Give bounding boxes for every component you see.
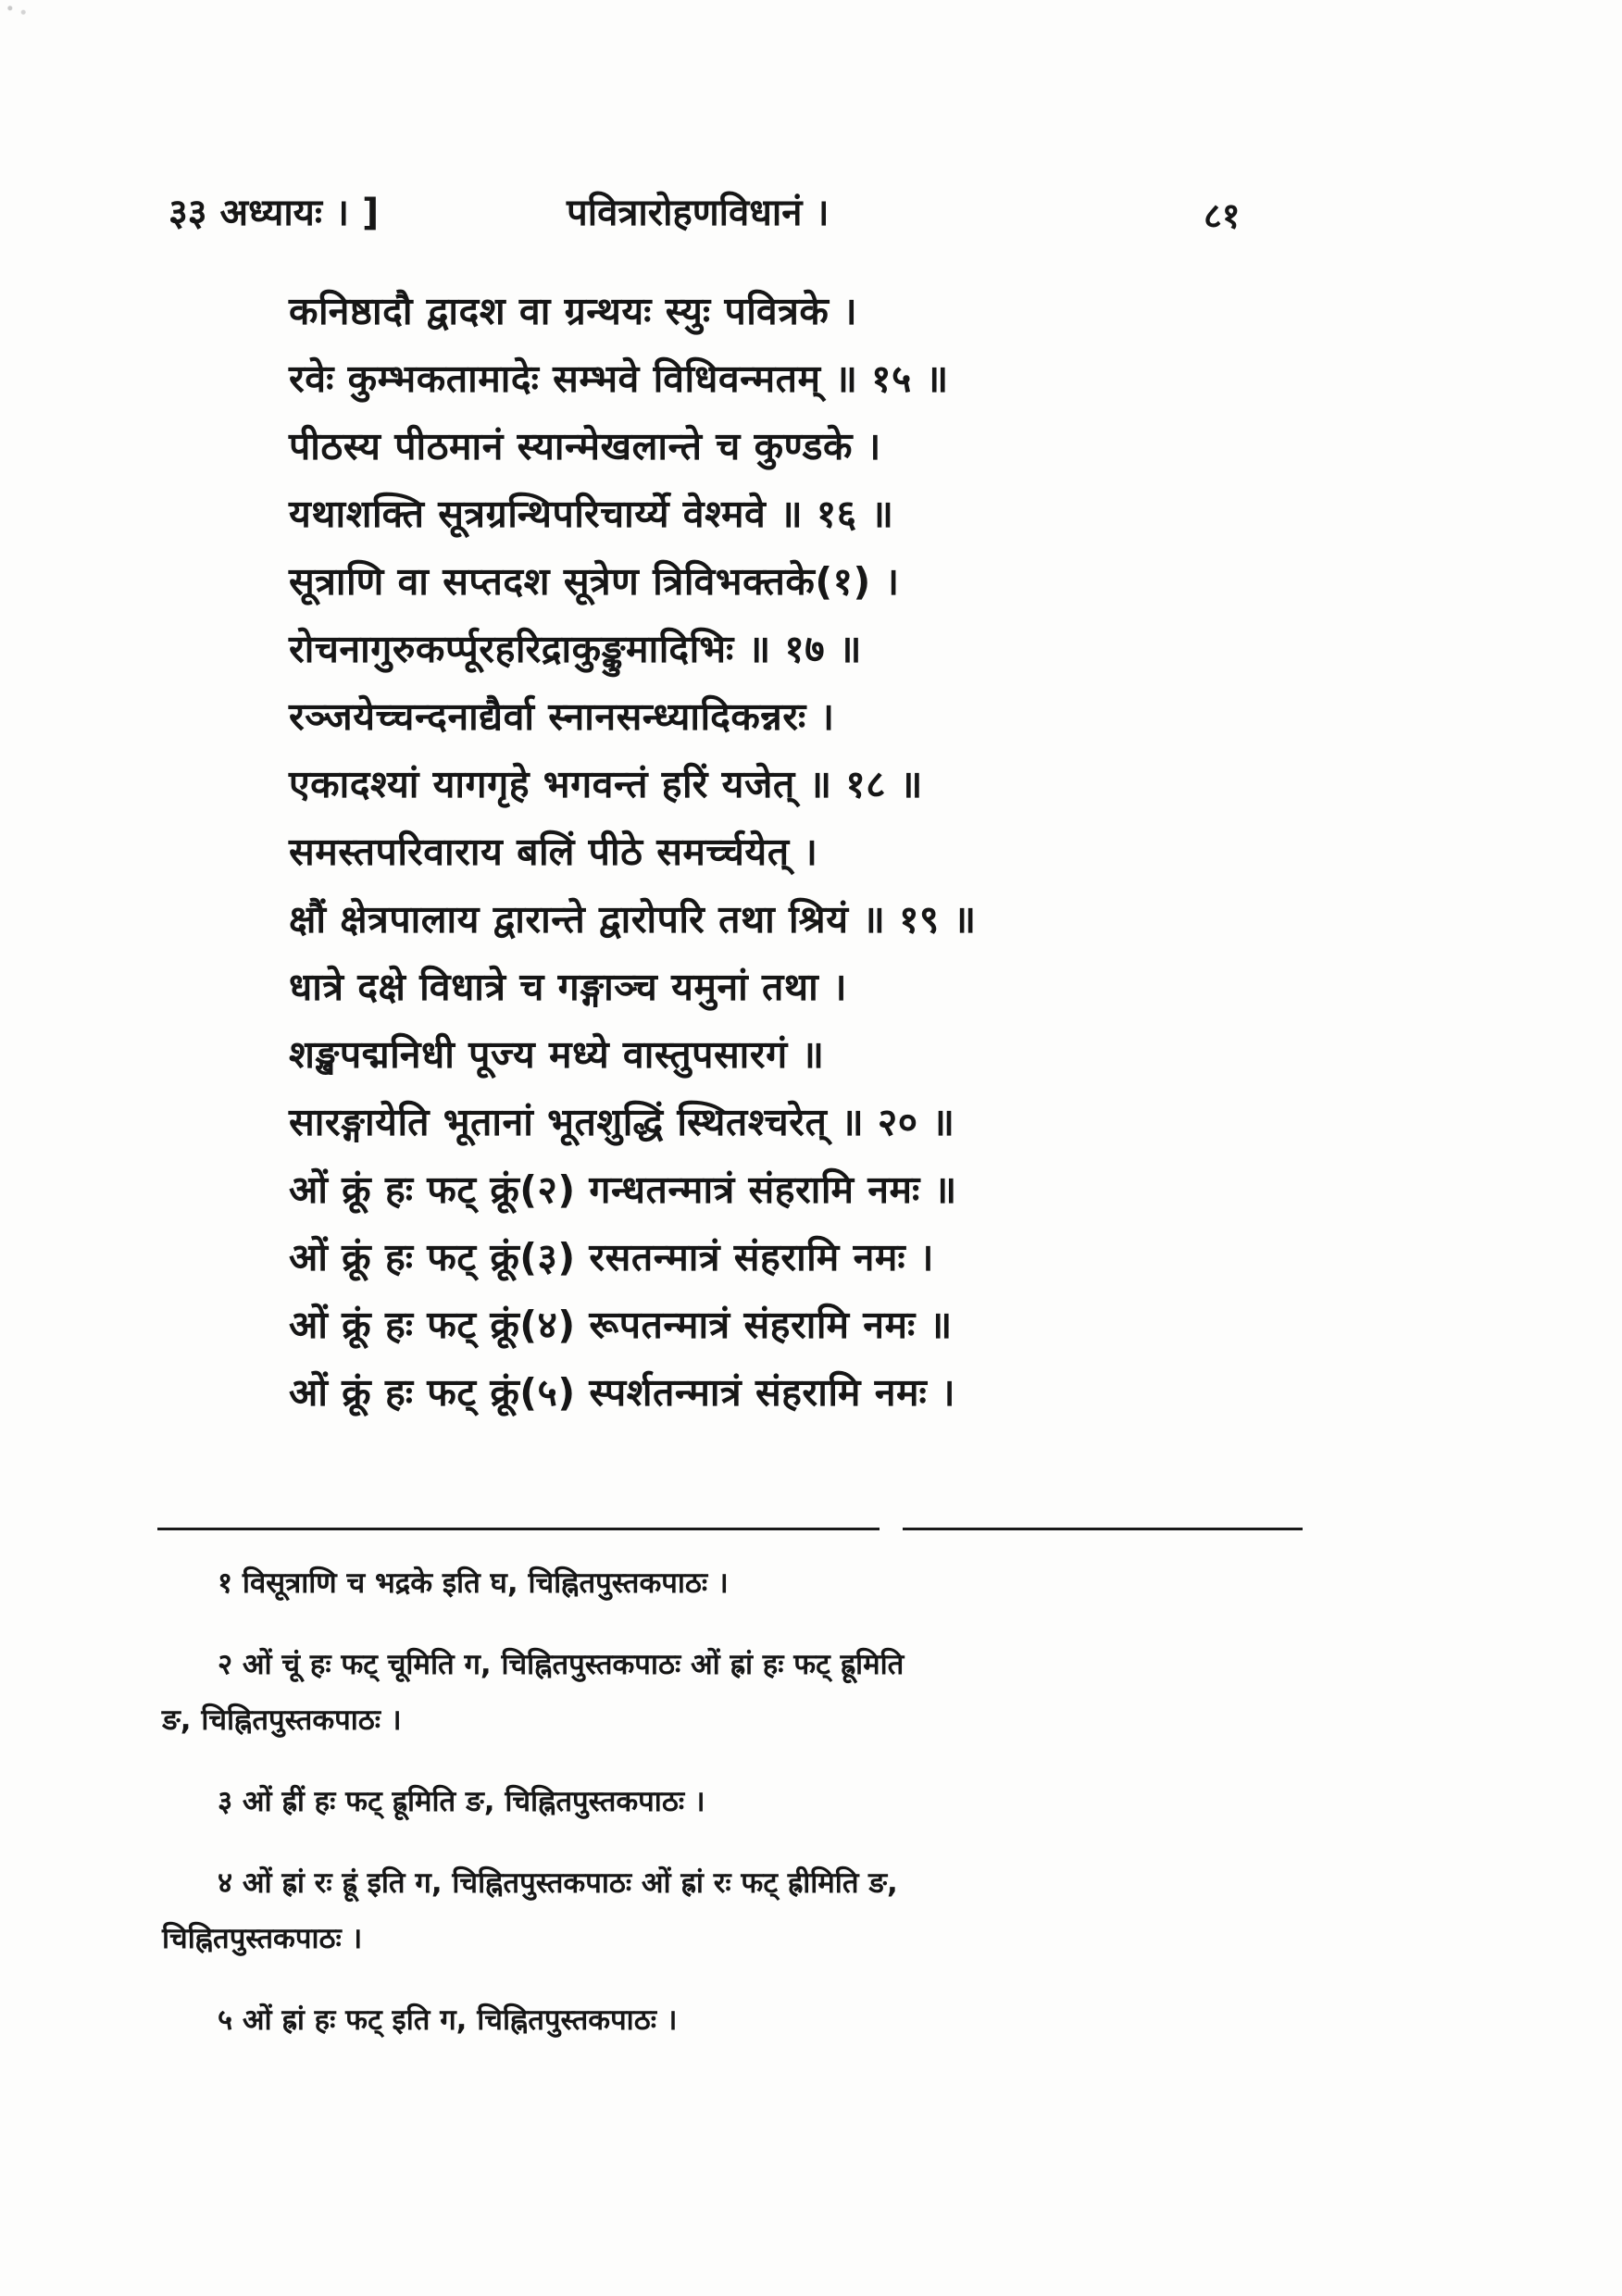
verse-line: सारङ्गायेति भूतानां भूतशुद्धिं स्थितश्चरेत् ॥ २० ॥	[289, 1100, 955, 1144]
verse-line: ओं क्रूं हः फट् क्रूं(५) स्पर्शतन्मात्रं संहरामि नमः ।	[289, 1370, 956, 1415]
page-number: ८१	[1204, 195, 1241, 236]
verse-line: धात्रे दक्षे विधात्रे च गङ्गाञ्च यमुनां तथा ।	[289, 965, 848, 1009]
footnote-line: ३ ओं ह्रीं हः फट् ह्रूमिति ङ, चिह्नितपुस्तकपाठः ।	[218, 1785, 705, 1818]
footnote-line: ङ, चिह्नितपुस्तकपाठः ।	[162, 1703, 402, 1737]
verse-line: रोचनागुरुकर्प्पूरहरिद्राकुङ्कुमादिभिः ॥ १७ ॥	[289, 627, 862, 671]
scan-speck	[0, 0, 33, 20]
footnote-4	[162, 1855, 1310, 1966]
footnote-line: ४ ओं ह्रां रः ह्रूं इति ग, चिह्नितपुस्तकपाठः ओं ह्रां रः फट् ह्रीमिति ङ,	[218, 1866, 898, 1900]
verse-line: पीठस्य पीठमानं स्यान्मेखलान्ते च कुण्डके ।	[289, 424, 881, 468]
verse-line: रञ्जयेच्चन्दनाद्यैर्वा स्नानसन्ध्यादिकन्नरः ।	[289, 694, 835, 739]
footnote-line: चिह्नितपुस्तकपाठः ।	[162, 1922, 363, 1955]
verse-line: कनिष्ठादौ द्वादश वा ग्रन्थयः स्युः पवित्रके ।	[289, 289, 858, 333]
verse-line: ओं क्रूं हः फट् क्रूं(४) रूपतन्मात्रं संहरामि नमः ॥	[289, 1303, 953, 1347]
page-header	[168, 185, 1279, 250]
footnote-2	[162, 1637, 1310, 1748]
footnote-1	[162, 1555, 1310, 1611]
footnote-5	[162, 1992, 1310, 2048]
verse-line: यथाशक्ति सूत्रग्रन्थिपरिचार्य्ये वेश्मवे ॥ १६ ॥	[289, 492, 894, 536]
verse-line: शङ्खपद्मनिधी पूज्य मध्ये वास्तुपसारगं ॥	[289, 1032, 825, 1077]
footnote-line: २ ओं चूं हः फट् चूमिति ग, चिह्नितपुस्तकपाठः ओं ह्रां हः फट् ह्रूमिति	[218, 1648, 905, 1681]
footnote-line: १ विसूत्राणि च भद्रके इति घ, चिह्नितपुस्तकपाठः ।	[218, 1566, 729, 1600]
verse-line: सूत्राणि वा सप्तदश सूत्रेण त्रिविभक्तके(१) ।	[289, 559, 900, 604]
footnotes	[162, 1555, 1310, 2074]
footnote-3	[162, 1774, 1310, 1829]
chapter-label: ३३ अध्यायः । ]	[168, 192, 380, 234]
footnote-divider-right	[903, 1528, 1303, 1530]
verse-line: एकादश्यां यागगृहे भगवन्तं हरिं यजेत् ॥ १८ ॥	[289, 762, 923, 806]
footnote-divider-left	[157, 1528, 880, 1530]
verse-line: समस्तपरिवाराय बलिं पीठे समर्च्चयेत् ।	[289, 830, 818, 874]
running-title: पवित्रारोहणविधानं ।	[567, 192, 830, 234]
footnote-line: ५ ओं ह्रां हः फट् इति ग, चिह्नितपुस्तकपाठः ।	[218, 2003, 678, 2037]
verse-line: क्षौं क्षेत्रपालाय द्वारान्ते द्वारोपरि तथा श्रियं ॥ १९ ॥	[289, 897, 977, 942]
verse-line: रवेः कुम्भकतामादेः सम्भवे विधिवन्मतम् ॥ १५ ॥	[289, 356, 949, 401]
verse-block	[289, 278, 1354, 1427]
verse-line: ओं क्रूं हः फट् क्रूं(३) रसतन्मात्रं संहरामि नमः ।	[289, 1235, 934, 1279]
verse-line: ओं क्रूं हः फट् क्रूं(२) गन्धतन्मात्रं संहरामि नमः ॥	[289, 1167, 957, 1212]
